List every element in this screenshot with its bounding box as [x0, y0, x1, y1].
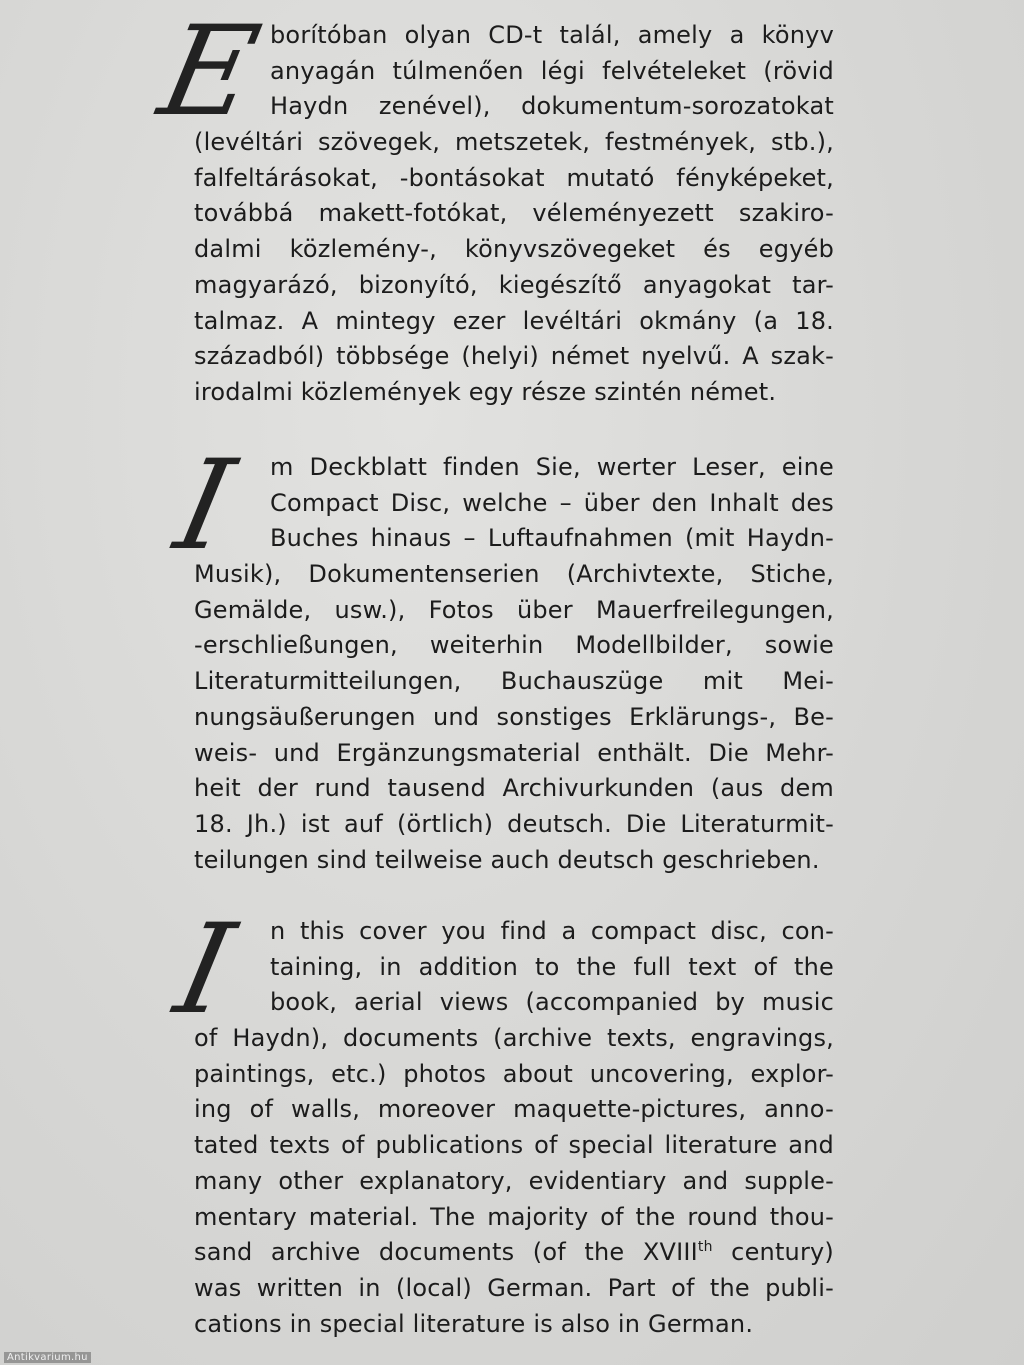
text-line: 18. Jh.) ist auf (örtlich) deutsch. Die Literaturmit- — [194, 809, 834, 838]
text-line: paintings, etc.) photos about uncovering, explor- — [194, 1059, 834, 1088]
text-line: Gemälde, usw.), Fotos über Mauerfreilegungen, — [194, 595, 834, 624]
drop-cap-initial: I — [164, 434, 245, 578]
text-line-with-superscript — [194, 1235, 834, 1271]
text-segment: sand archive documents (of the XVIII — [194, 1238, 698, 1267]
text-line: cations in special literature is also in German. — [194, 1309, 754, 1338]
text-line: many other explanatory, evidentiary and supple- — [194, 1166, 834, 1195]
text-line: magyarázó, bizonyító, kiegészítő anyagokat tar- — [194, 270, 834, 299]
text-line: -erschließungen, weiterhin Modellbilder, sowie — [194, 631, 834, 660]
text-line: falfeltárásokat, -bontásokat mutató fényképeket, — [194, 163, 834, 192]
text-line: of Haydn), documents (archive texts, engravings, — [194, 1024, 834, 1053]
text-line: tated texts of publications of special literature and — [194, 1131, 834, 1160]
text-line: n this cover you find a compact disc, con- — [270, 917, 834, 945]
text-line: taining, in addition to the full text of the — [270, 952, 834, 981]
text-line: mentary material. The majority of the round thou- — [194, 1202, 834, 1231]
text-line: was written in (local) German. Part of the publi- — [194, 1273, 834, 1302]
text-line: dalmi közlemény-, könyvszövegeket és egyéb — [194, 235, 834, 264]
text-line: teilungen sind teilweise auch deutsch geschrieben. — [194, 845, 820, 874]
text-line: borítóban olyan CD-t talál, amely a könyv — [270, 21, 834, 49]
text-line: heit der rund tausend Archivurkunden (aus dem — [194, 774, 834, 803]
text-line: továbbá makett-fotókat, véleményezett szakiro- — [194, 199, 834, 228]
text-line: Literaturmitteilungen, Buchauszüge mit Mei- — [194, 667, 834, 696]
text-line: (levéltári szövegek, metszetek, festmények, stb.), — [194, 128, 834, 157]
text-line: anyagán túlmenően légi felvételeket (rövid — [270, 56, 834, 85]
text-line: irodalmi közlemények egy része szintén német. — [194, 377, 777, 406]
text-line: talmaz. A mintegy ezer levéltári okmány (a 18. — [194, 306, 834, 335]
german-paragraph — [164, 434, 834, 878]
text-line: weis- und Ergänzungsmaterial enthält. Die Mehr- — [194, 738, 834, 767]
text-line: Buches hinaus – Luftaufnahmen (mit Haydn- — [270, 524, 834, 553]
text-line: ing of walls, moreover maquette-pictures, anno- — [194, 1095, 834, 1124]
english-paragraph — [164, 898, 834, 1342]
text-line: nungsäußerungen und sonstiges Erklärungs-, Be- — [194, 702, 834, 731]
text-line: Haydn zenével), dokumentum-sorozatokat — [270, 92, 834, 121]
text-line: m Deckblatt finden Sie, werter Leser, eine — [270, 453, 834, 481]
drop-cap-initial: E — [148, 0, 270, 144]
text-line: Compact Disc, welche – über den Inhalt des — [270, 488, 834, 517]
hungarian-paragraph — [148, 0, 834, 411]
superscript: th — [697, 1239, 713, 1256]
text-line: századból) többsége (helyi) német nyelvű. A szak- — [194, 342, 834, 371]
text-segment: century) — [712, 1238, 834, 1267]
text-line: Musik), Dokumentenserien (Archivtexte, Stiche, — [194, 560, 834, 589]
watermark: Antikvarium.hu — [4, 1352, 91, 1363]
text-line: book, aerial views (accompanied by music — [270, 988, 834, 1017]
drop-cap-initial: I — [164, 898, 245, 1042]
